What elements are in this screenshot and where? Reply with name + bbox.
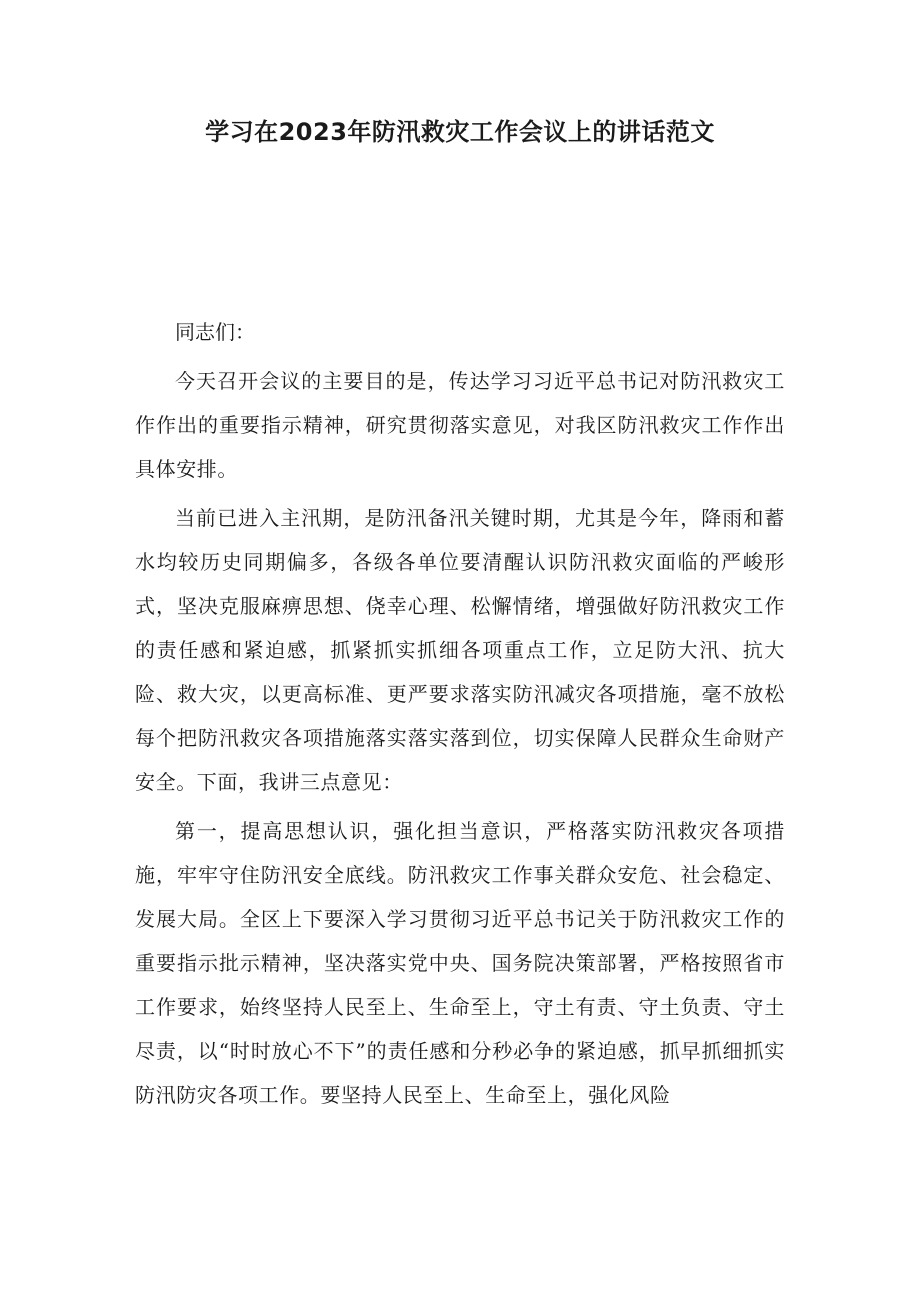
document-body — [135, 310, 785, 1117]
paragraph-point-one: 第一，提高思想认识，强化担当意识，严格落实防汛救灾各项措施，牢牢守住防汛安全底线。防汛救灾工作事关群众安危、社会稳定、发展大局。全区上下要深入学习贯彻习近平总书记关于防汛救灾工作的重要指示批示精神，坚决落实党中央、国务院决策部署，严格按照省市工作要求，始终坚持人民至上、生命至上，守土有责、守土负责、守土尽责，以“时时放心不下”的责任感和分秒必争的紧迫感，抓早抓细抓实防汛防灾各项工作。要坚持人民至上、生命至上，强化风险 — [135, 819, 785, 1107]
paragraph-intro: 今天召开会议的主要目的是，传达学习习近平总书记对防汛救灾工作作出的重要指示精神，研究贯彻落实意见，对我区防汛救灾工作作出具体安排。 — [135, 369, 785, 481]
document-title: 学习在2023年防汛救灾工作会议上的讲话范文 — [205, 118, 715, 146]
paragraph-situation: 当前已进入主汛期，是防汛备汛关键时期，尤其是今年，降雨和蓄水均较历史同期偏多，各级各单位要清醒认识防汛救灾面临的严峻形式，坚决克服麻痹思想、侥幸心理、松懈情绪，增强做好防汛救灾工作的责任感和紧迫感，抓紧抓实抓细各项重点工作，立足防大汛、抗大险、救大灾，以更高标准、更严要求落实防汛减灾各项措施，毫不放松每个把防汛救灾各项措施落实落实落到位，切实保障人民群众生命财产安全。下面，我讲三点意见： — [135, 506, 785, 794]
salutation: 同志们： — [175, 320, 255, 344]
